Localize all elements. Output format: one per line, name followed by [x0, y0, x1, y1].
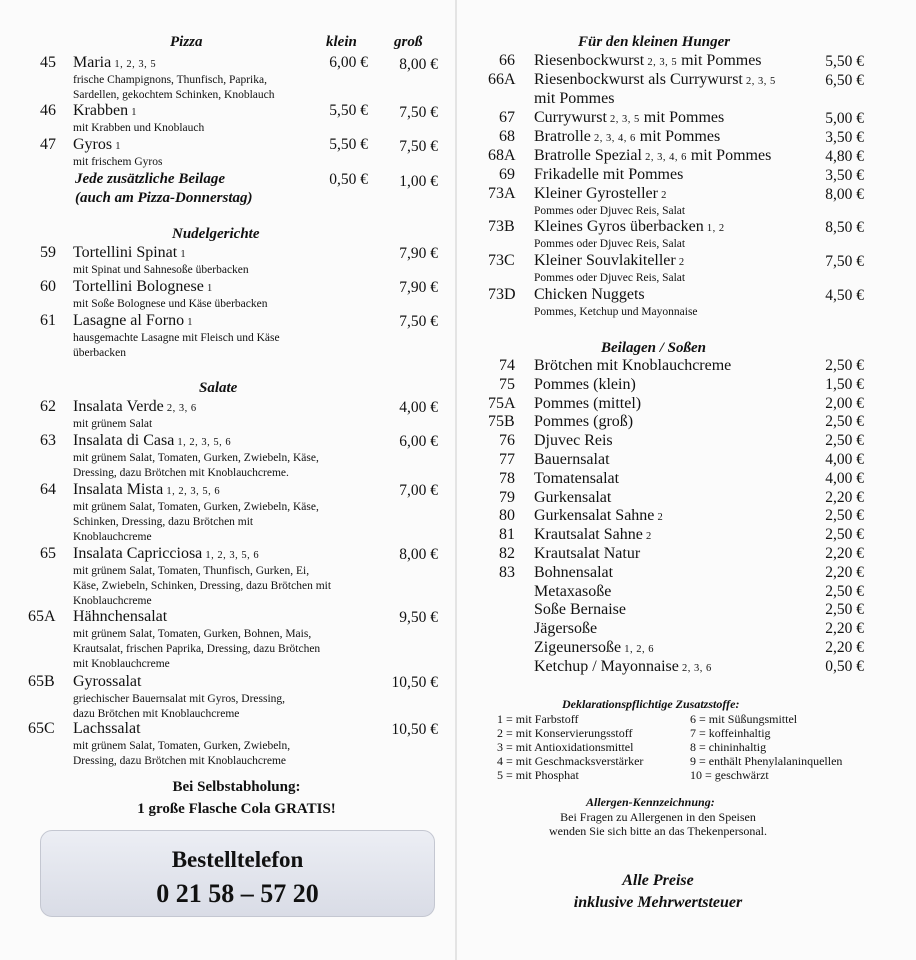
- item-number: 82: [499, 545, 515, 562]
- item-description: mit grünem Salat, Tomaten, Gurken, Zwiebeln,: [73, 740, 291, 752]
- item-number: 66: [499, 52, 515, 69]
- item-price: 2,20 €: [825, 545, 864, 562]
- item-number: 65A: [28, 608, 56, 625]
- item-name: [534, 109, 724, 127]
- item-title: Ketchup / Mayonnaise: [534, 657, 679, 675]
- allergen-codes: 1, 2: [703, 223, 725, 234]
- item-name: [73, 608, 167, 626]
- allergen-codes: 1: [203, 283, 213, 294]
- extra-topping-note: Jede zusätzliche Beilage: [75, 171, 225, 187]
- item-title: Chicken Nuggets: [534, 286, 645, 303]
- allergen-codes: 2, 3, 5: [606, 114, 640, 125]
- item-price: 3,50 €: [825, 129, 864, 146]
- item-title: Brötchen mit Knoblauchcreme: [534, 357, 732, 374]
- item-title: Insalata di Casa: [73, 432, 175, 449]
- allergen-codes: 1, 2, 6: [621, 644, 654, 655]
- item-title: Insalata Capricciosa: [73, 545, 203, 562]
- item-price: 2,50 €: [825, 413, 864, 431]
- item-description: dazu Brötchen mit Knoblauchcreme: [73, 708, 240, 720]
- allergen-codes: 1: [128, 107, 137, 118]
- allergen-title: Allergen-Kennzeichnung:: [586, 795, 715, 809]
- item-number: 73C: [488, 252, 515, 269]
- column-header-gross: groß: [394, 34, 423, 50]
- item-description: Pommes, Ketchup und Mayonnaise: [534, 306, 698, 318]
- allergen-codes: 2: [675, 257, 685, 268]
- item-price: 8,50 €: [825, 219, 864, 236]
- item-description: Knoblauchcreme: [73, 531, 152, 543]
- item-description: mit grünem Salat, Tomaten, Gurken, Zwiebeln, Käse,: [73, 452, 319, 464]
- item-name: [534, 52, 762, 70]
- item-name: [73, 481, 220, 499]
- item-name: [534, 526, 652, 544]
- item-title: Bratrolle Spezial: [534, 147, 642, 164]
- additive-entry: 3 = mit Antioxidationsmittel: [497, 740, 634, 754]
- item-description: griechischer Bauernsalat mit Gyros, Dressing,: [73, 693, 286, 705]
- item-price: 7,50 €: [399, 313, 438, 330]
- item-price: 7,50 €: [399, 104, 438, 121]
- item-title: Pommes (mittel): [534, 394, 642, 412]
- item-title: Tortellini Spinat: [73, 244, 178, 261]
- item-description: frische Champignons, Thunfisch, Paprika,: [73, 74, 267, 86]
- additive-entry: 7 = koffeinhaltig: [690, 726, 771, 740]
- item-price: 5,50 €: [825, 53, 864, 70]
- item-title: Gurkensalat Sahne: [534, 507, 655, 525]
- item-description: Käse, Zwiebeln, Schinken, Dressing, dazu Brötchen mit: [73, 580, 332, 592]
- extra-topping-note-2: (auch am Pizza-Donnerstag): [75, 190, 253, 206]
- item-price: 5,00 €: [825, 110, 864, 127]
- item-price: 6,00 €: [399, 433, 438, 450]
- item-name: [534, 639, 654, 657]
- allergen-codes: 2, 3, 4, 6: [641, 152, 687, 163]
- item-description: Sardellen, gekochtem Schinken, Knoblauch: [73, 89, 275, 101]
- item-price: 10,50 €: [391, 721, 438, 738]
- item-price: 2,00 €: [825, 394, 864, 412]
- item-number: 73B: [488, 218, 515, 235]
- item-number: 78: [499, 469, 515, 487]
- item-description: Dressing, dazu Brötchen mit Knoblauchcreme.: [73, 467, 289, 479]
- item-title: Currywurst: [534, 109, 607, 126]
- item-description: mit Knoblauchcreme: [73, 658, 170, 670]
- item-name: [534, 564, 613, 582]
- item-name: [534, 432, 613, 450]
- additive-entry: 10 = geschwärzt: [690, 768, 769, 782]
- item-price: 2,50 €: [825, 357, 864, 374]
- item-price: 2,20 €: [825, 488, 864, 506]
- item-suffix: mit Pommes: [639, 109, 725, 126]
- item-name: [534, 71, 776, 89]
- item-price: 1,00 €: [399, 173, 438, 190]
- item-number: 73A: [488, 185, 516, 202]
- item-title: Kleines Gyros überbacken: [534, 218, 704, 235]
- item-title: Kleiner Souvlakiteller: [534, 252, 676, 269]
- item-title: Soße Bernaise: [534, 601, 626, 619]
- item-title: Lasagne al Forno: [73, 312, 185, 329]
- item-name: [534, 545, 640, 563]
- item-description: Pommes oder Djuvec Reis, Salat: [534, 205, 686, 217]
- item-price: 7,90 €: [399, 279, 438, 296]
- item-number: 79: [499, 488, 515, 506]
- item-price: 2,20 €: [825, 639, 864, 656]
- item-number: 65B: [28, 673, 55, 690]
- additive-entry: 4 = mit Geschmacksverstärker: [497, 754, 644, 768]
- item-number: 75A: [488, 394, 516, 412]
- item-title: Hähnchensalat: [73, 608, 168, 625]
- item-number: 74: [499, 357, 515, 374]
- item-name: [534, 395, 641, 413]
- item-name: [534, 166, 683, 184]
- additives-title: Deklarationspflichtige Zusatzstoffe:: [562, 697, 740, 711]
- item-price: 9,50 €: [399, 609, 438, 626]
- item-number: 45: [40, 54, 56, 71]
- item-title: Djuvec Reis: [534, 432, 613, 450]
- item-price: 7,90 €: [399, 245, 438, 262]
- item-number: 83: [499, 563, 515, 581]
- item-price: 6,50 €: [825, 72, 864, 89]
- item-description: mit Spinat und Sahnesoße überbacken: [73, 264, 249, 276]
- item-price: 8,00 €: [825, 186, 864, 203]
- item-title: Tortellini Bolognese: [73, 278, 204, 295]
- item-title: Krabben: [73, 102, 129, 119]
- item-title: Pommes (groß): [534, 413, 634, 431]
- item-price: 8,00 €: [399, 56, 438, 73]
- item-number: 64: [40, 481, 56, 498]
- item-description: mit grünem Salat, Tomaten, Gurken, Zwiebeln, Käse,: [73, 501, 319, 513]
- item-number: 63: [40, 432, 56, 449]
- item-name: [534, 658, 712, 676]
- item-name: [73, 673, 141, 691]
- item-price: 10,50 €: [391, 674, 438, 691]
- item-title: Insalata Verde: [73, 398, 164, 415]
- price-note: Alle Preise: [622, 872, 694, 889]
- allergen-codes: 2, 3, 5: [644, 57, 678, 68]
- item-name: [534, 218, 725, 236]
- section-title-beilagen: Beilagen / Soßen: [601, 340, 707, 356]
- item-name: [73, 545, 259, 563]
- item-name: [534, 185, 667, 203]
- item-price: 2,20 €: [825, 620, 864, 638]
- allergen-codes: 1: [177, 249, 187, 260]
- item-title: Bohnensalat: [534, 563, 614, 581]
- allergen-note: wenden Sie sich bitte an das Thekenpersonal.: [548, 824, 768, 838]
- item-price: 4,50 €: [825, 287, 864, 304]
- item-number: 47: [40, 136, 56, 153]
- item-title: Kleiner Gyrosteller: [534, 185, 658, 202]
- item-description: mit Krabben und Knoblauch: [73, 122, 205, 134]
- additive-entry: 5 = mit Phosphat: [497, 768, 579, 782]
- pickup-promo: Bei Selbstabholung:: [172, 779, 301, 795]
- item-name: [534, 507, 663, 525]
- item-price: 6,00 €: [329, 54, 368, 71]
- item-name: [534, 286, 645, 304]
- allergen-codes: 1: [184, 317, 193, 328]
- item-number: 75B: [488, 413, 515, 431]
- allergen-codes: 2, 3, 4, 6: [590, 133, 636, 144]
- item-price: 3,50 €: [825, 167, 864, 184]
- item-price: 4,80 €: [825, 148, 864, 165]
- item-number: 73D: [488, 286, 516, 303]
- item-title: Riesenbockwurst: [534, 52, 645, 69]
- item-description: Schinken, Dressing, dazu Brötchen mit: [73, 516, 254, 528]
- item-name: [73, 278, 213, 296]
- section-title-pizza: Pizza: [170, 34, 203, 50]
- item-description: Pommes oder Djuvec Reis, Salat: [534, 272, 686, 284]
- item-price: 7,50 €: [399, 138, 438, 155]
- allergen-note: Bei Fragen zu Allergenen in den Speisen: [560, 810, 756, 824]
- item-title: Insalata Mista: [73, 481, 164, 498]
- item-title: Riesenbockwurst als Currywurst: [534, 71, 743, 88]
- allergen-codes: 2, 3, 6: [163, 403, 197, 414]
- item-suffix: mit Pommes: [686, 147, 772, 164]
- item-name: [534, 147, 771, 165]
- item-name: [534, 601, 626, 619]
- item-price: 2,20 €: [825, 563, 864, 581]
- item-title: Krautsalat Sahne: [534, 526, 643, 544]
- item-number: 65: [40, 545, 56, 562]
- section-title-nudelgerichte: Nudelgerichte: [172, 226, 260, 242]
- fold-line: [455, 0, 457, 960]
- item-description: mit frischem Gyros: [73, 156, 163, 168]
- item-number: 80: [499, 507, 515, 525]
- item-title: Lachssalat: [73, 720, 141, 737]
- item-number: 65C: [28, 720, 55, 737]
- item-name: [73, 102, 137, 120]
- item-number: 66A: [488, 71, 516, 88]
- item-title: Zigeunersoße: [534, 639, 622, 656]
- item-description: mit grünem Salat, Tomaten, Gurken, Bohnen, Mais,: [73, 628, 312, 640]
- item-price: 2,50 €: [825, 582, 864, 600]
- allergen-codes: 1: [112, 141, 121, 152]
- item-title: Gyros: [73, 136, 113, 153]
- item-title: Tomatensalat: [534, 469, 620, 487]
- item-description: Knoblauchcreme: [73, 595, 152, 607]
- item-description: Pommes oder Djuvec Reis, Salat: [534, 238, 686, 250]
- item-name: [73, 136, 121, 154]
- allergen-codes: 1, 2, 3, 5, 6: [174, 437, 232, 448]
- item-price: 4,00 €: [825, 451, 864, 468]
- item-name: [534, 376, 636, 394]
- item-number: 59: [40, 244, 56, 261]
- allergen-codes: 2: [657, 190, 667, 201]
- item-number: 77: [499, 451, 515, 468]
- order-phone-box: [40, 830, 435, 917]
- item-suffix: mit Pommes: [635, 128, 721, 145]
- item-description: hausgemachte Lasagne mit Fleisch und Käse: [73, 332, 280, 344]
- item-price: 8,00 €: [399, 546, 438, 563]
- item-number: 69: [499, 166, 515, 183]
- allergen-codes: 1, 2, 3, 5, 6: [163, 486, 221, 497]
- item-name: [73, 432, 231, 450]
- item-description: Dressing, dazu Brötchen mit Knoblauchcreme: [73, 755, 287, 767]
- item-number: 60: [40, 278, 56, 295]
- item-name: [73, 54, 156, 72]
- item-name: [73, 720, 141, 738]
- item-number: 62: [40, 398, 56, 415]
- item-name: [73, 312, 193, 330]
- item-name: [534, 357, 731, 375]
- allergen-codes: 2, 3, 6: [678, 662, 712, 674]
- item-description: mit Soße Bolognese und Käse überbacken: [73, 298, 268, 310]
- item-title: Metaxasoße: [534, 582, 612, 600]
- item-name: [534, 470, 619, 488]
- item-price: 0,50 €: [825, 657, 864, 675]
- column-header-klein: klein: [326, 34, 357, 50]
- item-name: [534, 489, 611, 507]
- pickup-promo-cola: 1 große Flasche Cola GRATIS!: [137, 801, 336, 817]
- price-note-tax: inklusive Mehrwertsteuer: [573, 894, 743, 911]
- item-name: [73, 244, 186, 262]
- item-price: 7,50 €: [825, 253, 864, 270]
- item-name-continued: mit Pommes: [534, 90, 615, 107]
- item-name: [534, 620, 597, 638]
- additive-entry: 6 = mit Süßungsmittel: [690, 712, 798, 726]
- item-description: mit grünem Salat, Tomaten, Thunfisch, Gurken, Ei,: [73, 565, 310, 577]
- item-name: [73, 398, 197, 416]
- item-description: überbacken: [73, 347, 126, 359]
- item-price: 1,50 €: [825, 375, 864, 393]
- item-name: [534, 583, 611, 601]
- order-phone-number: 0 21 58 – 57 20: [156, 879, 319, 908]
- item-number: 67: [499, 109, 515, 126]
- item-name: [534, 413, 633, 431]
- item-title: Krautsalat Natur: [534, 545, 641, 562]
- item-price: 4,00 €: [399, 399, 438, 416]
- additive-entry: 8 = chininhaltig: [690, 740, 767, 754]
- item-price: 2,50 €: [825, 526, 864, 544]
- item-number: 68: [499, 128, 515, 145]
- additive-entry: 2 = mit Konservierungsstoff: [497, 726, 633, 740]
- item-name: [534, 451, 610, 469]
- item-number: 68A: [488, 147, 516, 164]
- allergen-codes: 1, 2, 3, 5, 6: [202, 550, 260, 561]
- item-title: Gyrossalat: [73, 673, 142, 690]
- item-price: 0,50 €: [329, 171, 368, 188]
- item-price: 7,00 €: [399, 482, 438, 499]
- allergen-codes: 2: [654, 512, 664, 524]
- item-name: [534, 128, 720, 146]
- item-description: Krautsalat, frischen Paprika, Dressing, dazu Brötchen: [73, 643, 321, 655]
- section-title-salate: Salate: [199, 380, 238, 396]
- additive-entry: 9 = enthält Phenylalaninquellen: [690, 754, 843, 768]
- section-title-kleiner-hunger: Für den kleinen Hunger: [578, 34, 731, 50]
- item-suffix: mit Pommes: [677, 52, 762, 69]
- item-number: 46: [40, 102, 56, 119]
- item-title: Jägersoße: [534, 620, 598, 638]
- item-price: 4,00 €: [825, 469, 864, 487]
- item-title: Bratrolle: [534, 128, 591, 145]
- allergen-codes: 2: [642, 531, 652, 543]
- order-phone-label: Bestelltelefon: [171, 847, 304, 872]
- item-title: Frikadelle mit Pommes: [534, 166, 684, 183]
- allergen-codes: 2, 3, 5: [742, 76, 776, 87]
- item-description: mit grünem Salat: [73, 418, 153, 430]
- item-price: 2,50 €: [825, 432, 864, 450]
- item-price: 5,50 €: [329, 136, 368, 153]
- item-title: Pommes (klein): [534, 375, 636, 393]
- item-number: 75: [499, 375, 515, 393]
- allergen-codes: 1, 2, 3, 5: [111, 59, 157, 70]
- item-title: Maria: [73, 54, 112, 71]
- item-name: [534, 252, 685, 270]
- additive-entry: 1 = mit Farbstoff: [497, 712, 579, 726]
- item-title: Bauernsalat: [534, 451, 610, 468]
- item-number: 76: [499, 432, 515, 450]
- item-price: 2,50 €: [825, 507, 864, 525]
- item-title: Gurkensalat: [534, 488, 612, 506]
- item-number: 81: [499, 526, 515, 544]
- item-price: 5,50 €: [329, 102, 368, 119]
- item-number: 61: [40, 312, 56, 329]
- item-price: 2,50 €: [825, 601, 864, 619]
